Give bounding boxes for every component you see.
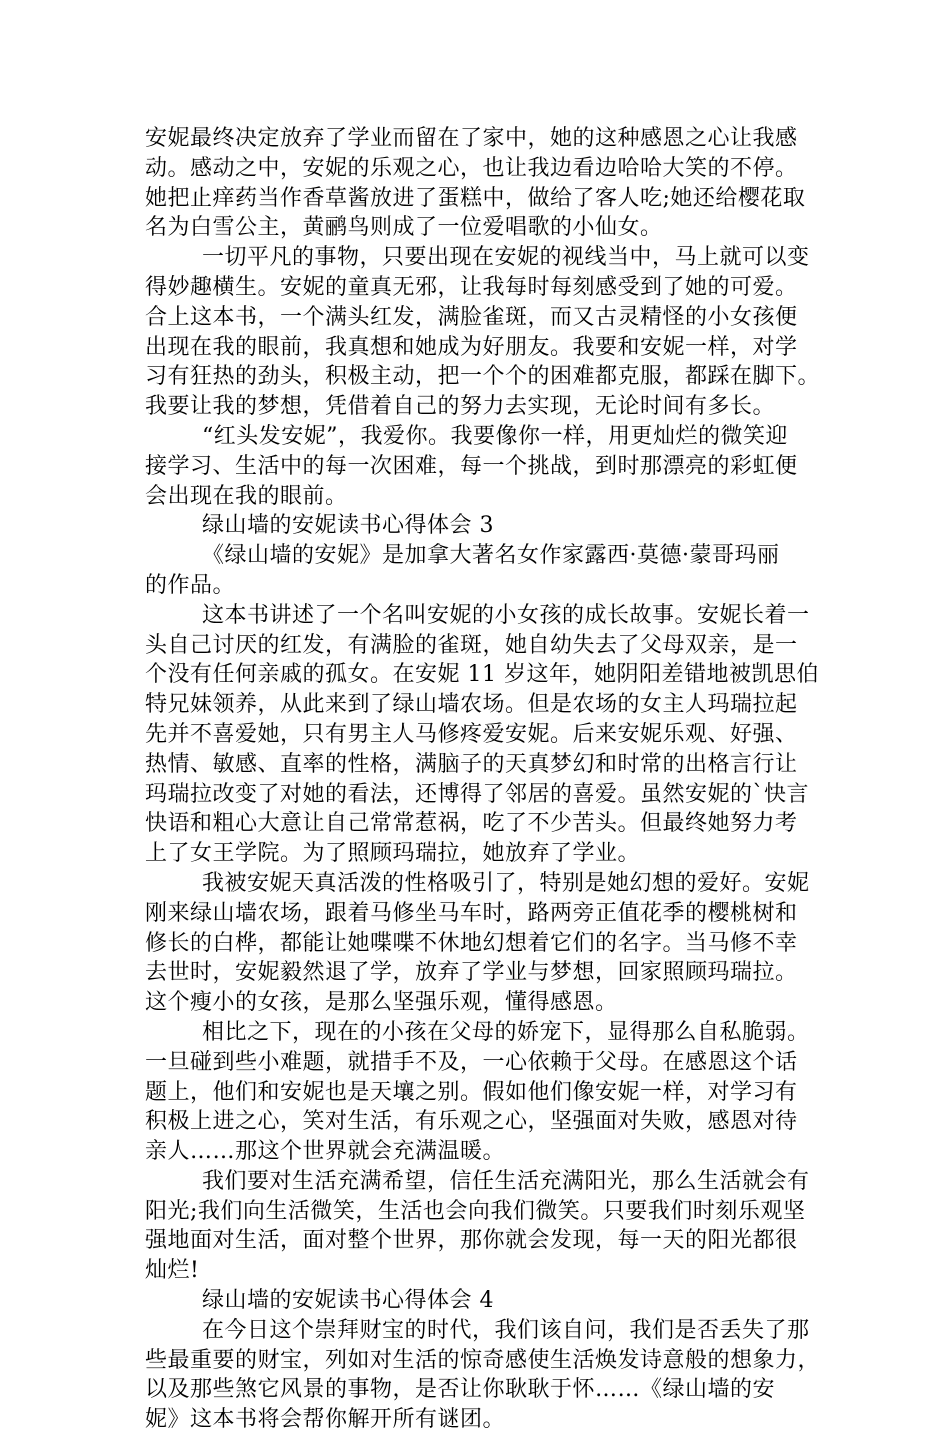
- text-line: “红头发安妮”，我爱你。我要像你一样，用更灿烂的微笑迎: [202, 423, 788, 449]
- text-line: 以及那些煞它风景的事物，是否让你耿耿于怀……《绿山墙的安: [145, 1377, 776, 1403]
- text-line: 在今日这个崇拜财宝的时代，我们该自问，我们是否丢失了那: [202, 1317, 810, 1343]
- text-line: 妮》这本书将会帮你解开所有谜团。: [145, 1407, 506, 1433]
- text-line: 这个瘦小的女孩，是那么坚强乐观，懂得感恩。: [145, 990, 618, 1016]
- document-body: [145, 124, 821, 1435]
- text-line: 个没有任何亲戚的孤女。在安妮 11 岁这年，她阴阳差错地被凯思伯: [145, 662, 819, 688]
- text-line: 特兄妹领养，从此来到了绿山墙农场。但是农场的女主人玛瑞拉起: [145, 692, 798, 718]
- text-line: 阳光;我们向生活微笑，生活也会向我们微笑。只要我们时刻乐观坚: [145, 1198, 806, 1224]
- text-line: 我要让我的梦想，凭借着自己的努力去实现，无论时间有多长。: [145, 394, 776, 420]
- text-line: 出现在我的眼前，我真想和她成为好朋友。我要和安妮一样，对学: [145, 334, 798, 360]
- text-line: 先并不喜爱她，只有男主人马修疼爱安妮。后来安妮乐观、好强、: [145, 721, 798, 747]
- text-line: 热情、敏感、直率的性格，满脑子的天真梦幻和时常的出格言行让: [145, 751, 798, 777]
- text-line: 去世时，安妮毅然退了学，放弃了学业与梦想，回家照顾玛瑞拉。: [145, 960, 798, 986]
- text-line: 动。感动之中，安妮的乐观之心，也让我边看边哈哈大笑的不停。: [145, 155, 798, 181]
- text-line: 快语和粗心大意让自己常常惹祸，吃了不少苦头。但最终她努力考: [145, 811, 798, 837]
- text-line: 亲人……那这个世界就会充满温暖。: [145, 1139, 506, 1165]
- text-line: 上了女王学院。为了照顾玛瑞拉，她放弃了学业。: [145, 841, 641, 867]
- text-line: 些最重要的财宝，列如对生活的惊奇感使生活焕发诗意般的想象力，: [145, 1347, 821, 1373]
- text-line: 修长的白桦，都能让她喋喋不休地幻想着它们的名字。当马修不幸: [145, 930, 798, 956]
- text-line: 她把止痒药当作香草酱放进了蛋糕中，做给了客人吃;她还给樱花取: [145, 185, 806, 211]
- text-line: 安妮最终决定放弃了学业而留在了家中，她的这种感恩之心让我感: [145, 126, 798, 151]
- text-line: 强地面对生活，面对整个世界，那你就会发现，每一天的阳光都很: [145, 1228, 798, 1254]
- text-line: 我被安妮天真活泼的性格吸引了，特别是她幻想的爱好。安妮: [202, 870, 810, 896]
- text-line: 刚来绿山墙农场，跟着马修坐马车时，路两旁正值花季的樱桃树和: [145, 900, 798, 926]
- text-line: 的作品。: [145, 572, 236, 598]
- text-line: 灿烂!: [145, 1258, 200, 1284]
- text-line: 一旦碰到些小难题，就措手不及，一心依赖于父母。在感恩这个话: [145, 1049, 798, 1075]
- text-line: 我们要对生活充满希望，信任生活充满阳光，那么生活就会有: [202, 1168, 810, 1194]
- text-line: 题上，他们和安妮也是天壤之别。假如他们像安妮一样，对学习有: [145, 1079, 798, 1105]
- text-line: 会出现在我的眼前。: [145, 483, 348, 509]
- text-line: 名为白雪公主，黄鹂鸟则成了一位爱唱歌的小仙女。: [145, 215, 663, 241]
- text-line: 相比之下，现在的小孩在父母的娇宠下，显得那么自私脆弱。: [202, 1019, 810, 1045]
- text-line: 头自己讨厌的红发，有满脸的雀斑，她自幼失去了父母双亲，是一: [145, 632, 798, 658]
- text-line: 积极上进之心，笑对生活，有乐观之心，坚强面对失败，感恩对待: [145, 1109, 798, 1135]
- text-line: 合上这本书，一个满头红发，满脸雀斑，而又古灵精怪的小女孩便: [145, 304, 798, 330]
- text-line: 习有狂热的劲头，积极主动，把一个个的困难都克服，都踩在脚下。: [145, 364, 821, 390]
- text-line: 绿山墙的安妮读书心得体会 4: [202, 1288, 494, 1314]
- text-line: 绿山墙的安妮读书心得体会 3: [202, 513, 494, 539]
- text-line: 接学习、生活中的每一次困难，每一个挑战，到时那漂亮的彩虹便: [145, 453, 798, 479]
- text-line: 玛瑞拉改变了对她的看法，还博得了邻居的喜爱。虽然安妮的`快言: [145, 781, 810, 807]
- text-line: 一切平凡的事物，只要出现在安妮的视线当中，马上就可以变: [202, 245, 810, 271]
- text-line: 这本书讲述了一个名叫安妮的小女孩的成长故事。安妮长着一: [202, 602, 810, 628]
- text-line: 《绿山墙的安妮》是加拿大著名女作家露西·莫德·蒙哥玛丽: [202, 543, 780, 569]
- text-line: 得妙趣横生。安妮的童真无邪，让我每时每刻感受到了她的可爱。: [145, 274, 798, 300]
